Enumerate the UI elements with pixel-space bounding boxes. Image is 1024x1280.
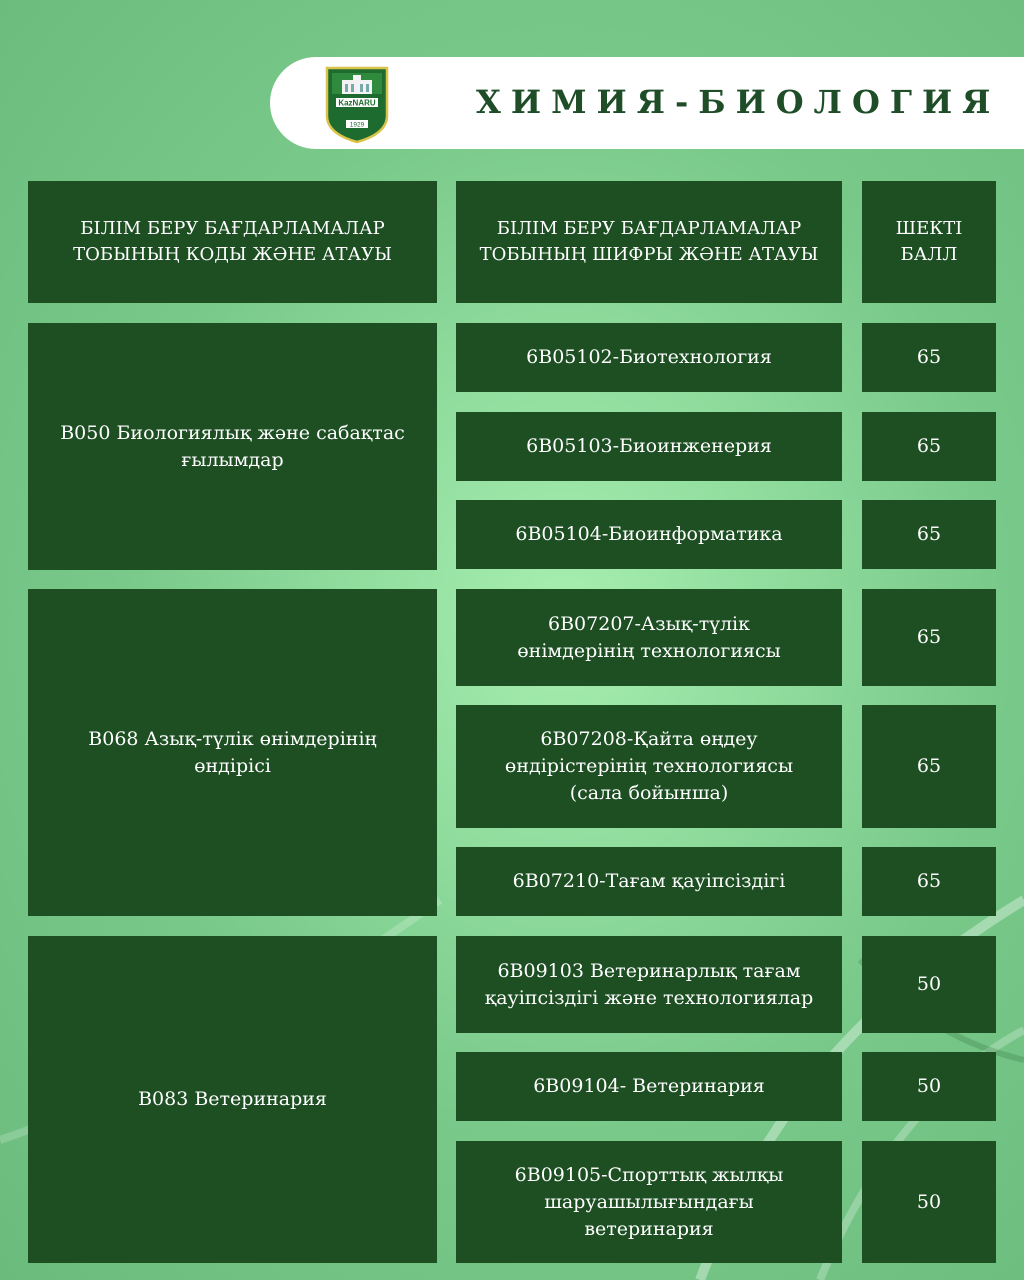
program-cell — [456, 323, 842, 392]
header-program-code-text: БІЛІМ БЕРУ БАҒДАРЛАМАЛАР ТОБЫНЫҢ ШИФРЫ ЖӘНЕ АТАУЫ — [479, 218, 819, 265]
header-program-code — [456, 181, 842, 303]
score-value: 65 — [916, 523, 942, 545]
svg-text:1929: 1929 — [349, 121, 365, 129]
program-name: 6B09104- Ветеринария — [533, 1075, 765, 1097]
group-name: B083 Ветеринария — [138, 1088, 327, 1110]
program-name: 6B09103 Ветеринарлық тағам қауіпсіздігі және технологиялар — [484, 959, 814, 1009]
group-name: B068 Азық-түлік өнімдерінің өндірісі — [88, 727, 377, 777]
program-cell — [456, 500, 842, 569]
score-cell — [862, 1052, 996, 1121]
program-name: 6B05102-Биотехнология — [526, 346, 772, 368]
score-value: 50 — [916, 1190, 942, 1213]
program-name: 6B05104-Биоинформатика — [515, 523, 783, 545]
score-value: 65 — [916, 755, 942, 777]
score-value: 50 — [916, 973, 942, 995]
score-cell — [862, 705, 996, 828]
header-group-code — [28, 181, 437, 303]
score-value: 65 — [916, 626, 942, 648]
score-cell — [862, 1141, 996, 1263]
group-cell — [28, 936, 437, 1263]
score-value: 65 — [916, 870, 942, 892]
score-cell — [862, 412, 996, 481]
program-cell — [456, 705, 842, 828]
program-name: 6B07208-Қайта өңдеу өндірістерінің технологиясы (сала бойынша) — [504, 728, 794, 804]
score-cell — [862, 847, 996, 916]
program-cell — [456, 936, 842, 1033]
group-cell — [28, 589, 437, 916]
header-group-code-text: БІЛІМ БЕРУ БАҒДАРЛАМАЛАР ТОБЫНЫҢ КОДЫ ЖӘНЕ АТАУЫ — [73, 218, 392, 265]
page-title: ХИМИЯ-БИОЛОГИЯ — [476, 83, 1001, 121]
program-cell — [456, 589, 842, 686]
header-score-text: ШЕКТІ БАЛЛ — [895, 218, 963, 265]
score-value: 65 — [916, 346, 942, 368]
program-cell — [456, 1141, 842, 1263]
program-name: 6B07210-Тағам қауіпсіздігі — [512, 870, 786, 892]
kaznaru-logo — [322, 64, 392, 144]
score-cell — [862, 589, 996, 686]
program-cell — [456, 1052, 842, 1121]
header-score — [862, 181, 996, 303]
score-value: 50 — [916, 1075, 942, 1097]
group-cell — [28, 323, 437, 570]
svg-text:KazNARU: KazNARU — [338, 98, 376, 108]
score-cell — [862, 323, 996, 392]
score-cell — [862, 936, 996, 1033]
program-cell — [456, 412, 842, 481]
program-cell — [456, 847, 842, 916]
score-cell — [862, 500, 996, 569]
program-name: 6B05103-Биоинженерия — [526, 435, 772, 457]
program-name: 6B09105-Спорттық жылқы шаруашылығындағы ветеринария — [514, 1163, 784, 1240]
score-value: 65 — [916, 435, 942, 457]
program-name: 6B07207-Азық-түлік өнімдерінің технологиясы — [517, 612, 781, 662]
group-name: B050 Биологиялық және сабақтас ғылымдар — [60, 421, 405, 471]
